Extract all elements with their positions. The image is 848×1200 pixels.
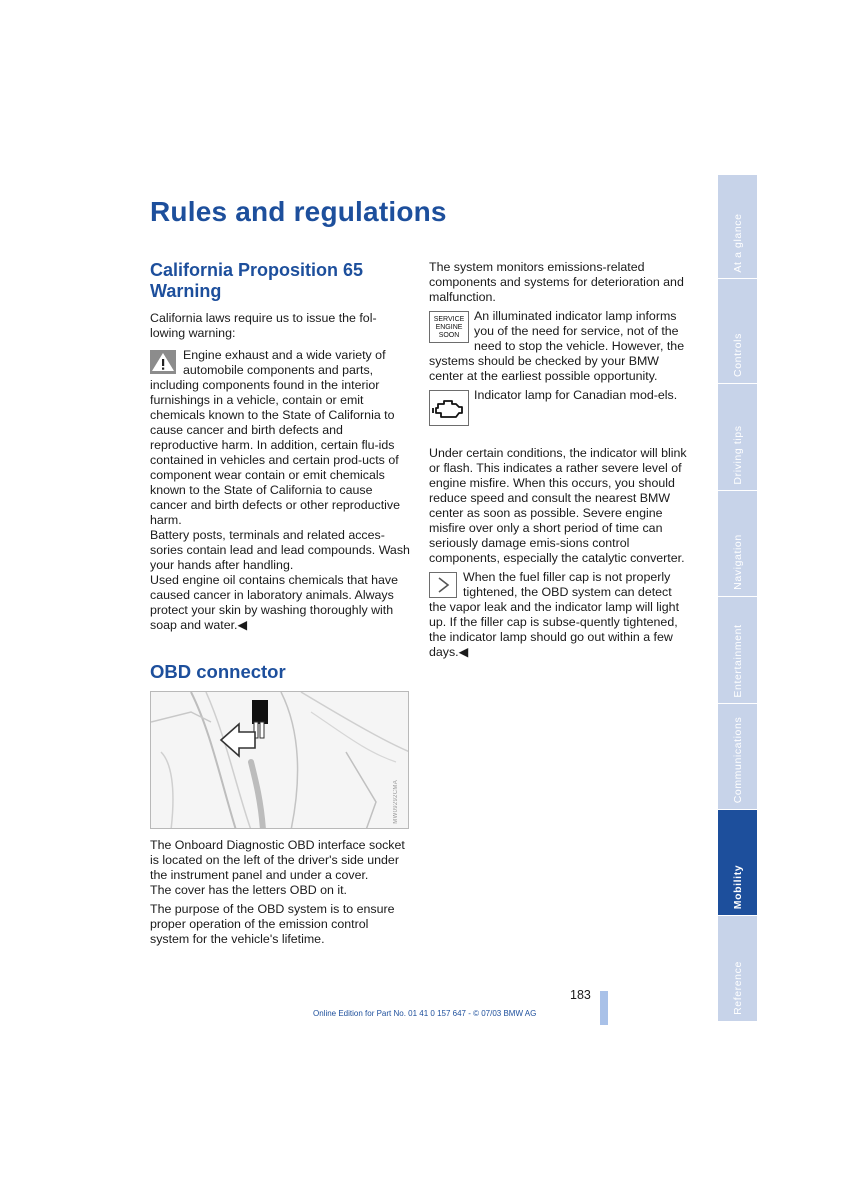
- oil-text: Used engine oil contains chemicals that have caused cancer in laboratory animals. Always protect your skin by washing thoroughly with soap and water.◀: [150, 573, 398, 632]
- obd-location-text: The Onboard Diagnostic OBD interface socket is located on the left of the driver's side under the instrument panel and under a cover.: [150, 838, 405, 882]
- tab-mobility[interactable]: [718, 810, 757, 916]
- page-title: Rules and regulations: [150, 196, 447, 227]
- warning-block: [150, 348, 410, 528]
- fuel-cap-note: [429, 570, 689, 660]
- lamp-label-2: ENGINE: [435, 324, 463, 331]
- tab-driving-tips[interactable]: [718, 384, 757, 491]
- obd-illustration: [151, 692, 409, 829]
- page-number-bar: [600, 991, 608, 1025]
- fuel-cap-text: When the fuel filler cap is not properly tightened, the OBD system can detect the vapor leak and the indicator lamp will light up. If the filler cap is subse-quently tightened, the indicator lamp should go out within a few days.◀: [429, 570, 680, 659]
- tab-label-controls: Controls: [731, 333, 744, 377]
- page-number: 183: [570, 988, 591, 1002]
- engine-check-icon: [429, 390, 469, 426]
- note-arrow-icon: [429, 572, 457, 598]
- obd-socket-cover: [252, 700, 268, 724]
- tab-label-entertainment: Entertainment: [731, 623, 744, 698]
- right-column: [429, 260, 689, 660]
- tab-navigation[interactable]: [718, 491, 757, 597]
- obd-purpose-text: The purpose of the OBD system is to ensure proper operation of the emission control system for the vehicle's lifetime.: [150, 902, 395, 946]
- canadian-lamp-text: Indicator lamp for Canadian mod-els.: [474, 388, 678, 402]
- tab-label-mobility: Mobility: [731, 864, 744, 910]
- prop65-heading: [150, 260, 410, 302]
- tab-label-communications: Communications: [731, 716, 744, 803]
- misfire-text: Under certain conditions, the indicator will blink or flash. This indicates a rather severe level of engine misfire. When this occurs, you should reduce speed and consult the nearest BMW center as soon as possible. Severe engine misfire over only a short period of time can seriously damage emis-sions control components, especially the catalytic converter.: [429, 446, 687, 565]
- obd-cover-text: The cover has the letters OBD on it.: [150, 883, 347, 897]
- tab-label-navigation: Navigation: [731, 534, 744, 590]
- tab-label-driving-tips: Driving tips: [731, 424, 744, 485]
- prop65-heading-line2: Warning: [150, 281, 222, 301]
- warning-triangle-icon: [150, 350, 176, 374]
- monitor-text: The system monitors emissions-related components and systems for deterioration and malfunction.: [429, 260, 684, 304]
- battery-text: Battery posts, terminals and related acces-sories contain lead and lead compounds. Wash your hands after handling.: [150, 528, 410, 572]
- chapter-tabs: [718, 175, 757, 1022]
- prop65-intro: California laws require us to issue the fol-lowing warning:: [150, 311, 377, 340]
- tab-entertainment[interactable]: [718, 597, 757, 704]
- tab-label-reference: Reference: [731, 961, 744, 1015]
- figure-code: MW09292CMA: [393, 780, 399, 824]
- left-column: [150, 260, 410, 947]
- tab-at-a-glance[interactable]: [718, 175, 757, 279]
- lamp-label-1: SERVICE: [433, 316, 465, 323]
- canadian-lamp-block: [429, 388, 689, 403]
- tab-communications[interactable]: [718, 704, 757, 810]
- obd-location-figure: [150, 691, 409, 829]
- warning-text: Engine exhaust and a wide variety of automobile components and parts, including components found in the interior furnishings in a vehicle, contain or emit chemicals known to the State of California to cause cancer and birth defects and reproductive harm. In addition, certain flu-ids contained in vehicles and certain prod-ucts of component wear contain or emit chemicals known to the State of California to cause cancer and birth defects or other reproductive harm.: [150, 348, 401, 527]
- service-lamp-text: An illuminated indicator lamp informs you of the need for service, not of the need to stop the vehicle. However, the systems should be checked by your BMW center at the earliest possible opportunity.: [429, 309, 685, 383]
- tab-reference[interactable]: [718, 916, 757, 1022]
- tab-label-at-a-glance: At a glance: [731, 212, 744, 273]
- service-engine-soon-icon: [429, 311, 469, 343]
- tab-controls[interactable]: [718, 279, 757, 384]
- footer-text: Online Edition for Part No. 01 41 0 157 647 - © 07/03 BMW AG: [313, 1009, 537, 1018]
- obd-heading: OBD connector: [150, 661, 286, 682]
- prop65-heading-line1: California Proposition 65: [150, 260, 364, 280]
- lamp-label-3: SOON: [438, 332, 460, 339]
- service-lamp-block: [429, 309, 689, 384]
